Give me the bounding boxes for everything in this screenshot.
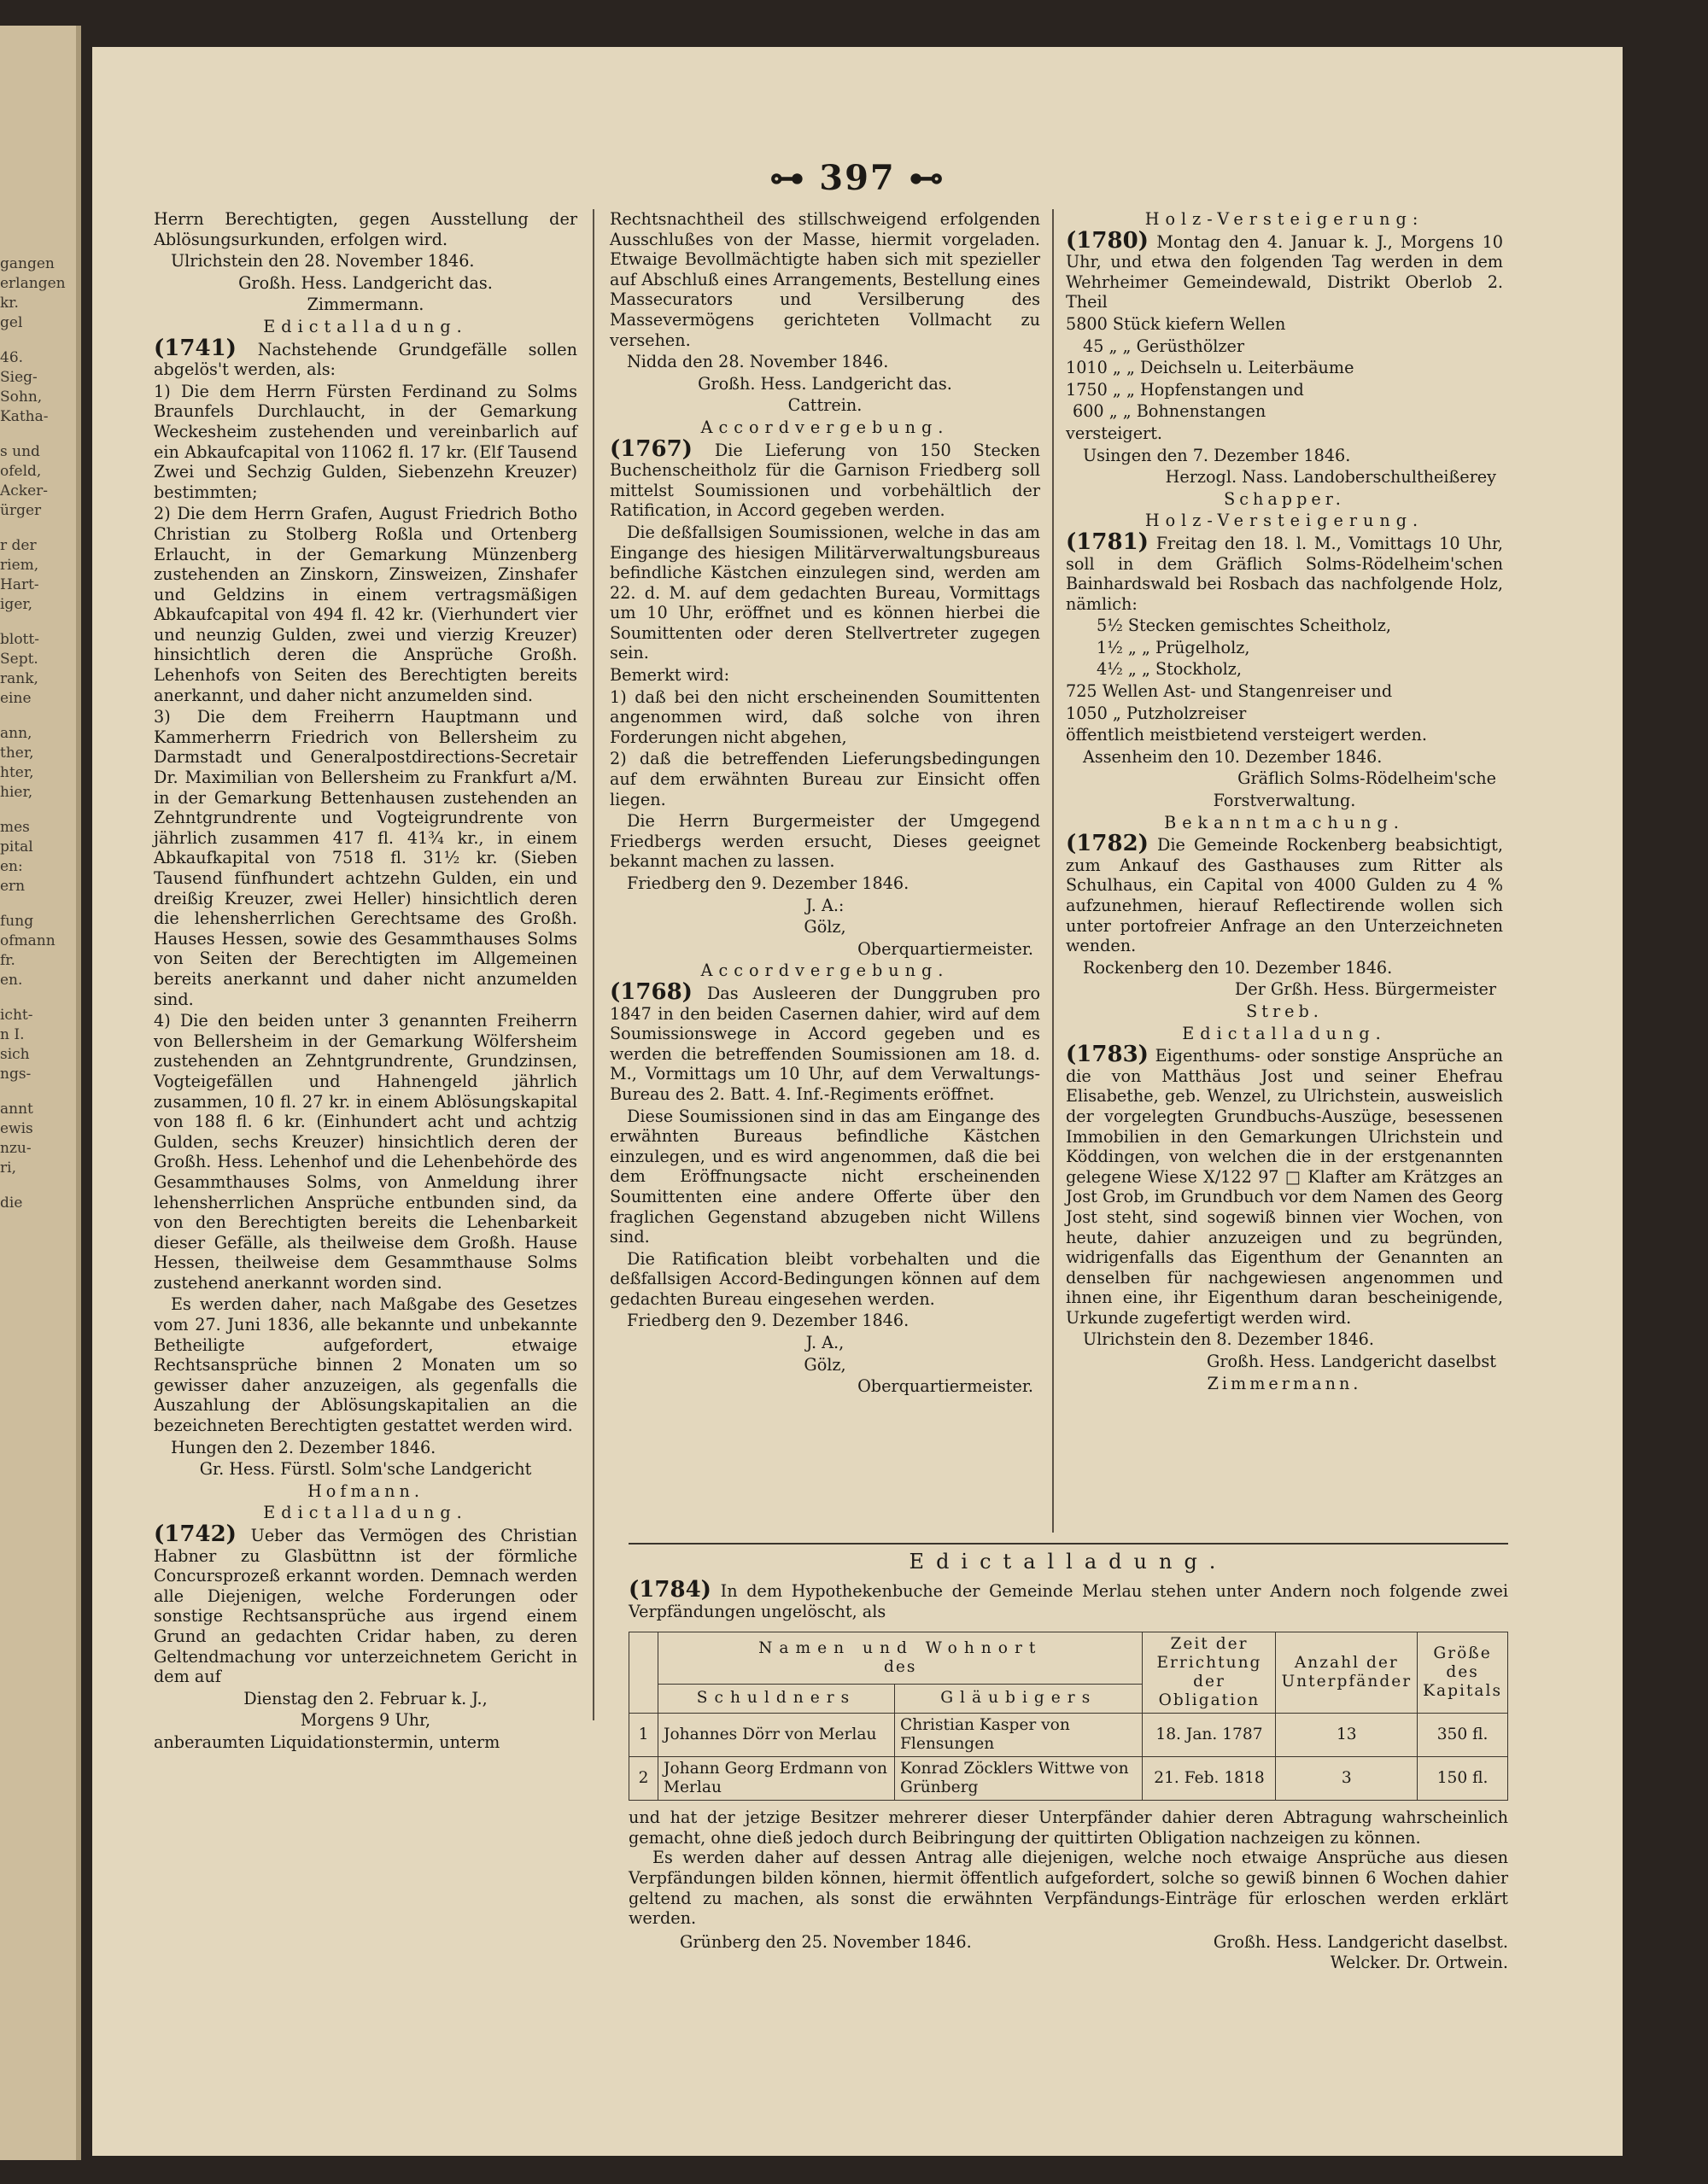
notice-text: Die Herrn Burgermeister der Umgegend Friedbergs werden ersucht, Dieses geeignet bekannt machen zu lassen. [610, 811, 1040, 872]
notice-signature: Großh. Hess. Landgericht das. [238, 272, 493, 293]
notice-date: Rockenberg den 10. Dezember 1846. [1083, 957, 1393, 978]
row-number: 1 [629, 1714, 658, 1757]
header-label: Namen und Wohnort [758, 1638, 1043, 1657]
section-heading: Edictalladung. [263, 1503, 468, 1523]
signature-names: Welcker. Dr. Ortwein. [1330, 1952, 1508, 1972]
column-rule-1 [593, 209, 594, 1720]
list-item: 600 „ „ Bohnenstangen [1073, 401, 1266, 422]
bottom-section-rule [629, 1543, 1508, 1545]
notice-signature-name: Oberquartiermeister. [857, 938, 1033, 959]
notice-text: versteigert. [1066, 423, 1163, 443]
notice-text: anberaumten Liquidationstermin, unterm [154, 1731, 500, 1752]
notice-signature: Gr. Hess. Fürstl. Solm'sche Landgericht [199, 1459, 532, 1480]
section-heading: Edictalladung. [1182, 1023, 1387, 1043]
prev-page-fragment: pital [0, 838, 33, 855]
notice-text: Es werden daher auf dessen Antrag alle diejenigen, welche noch etwaige Ansprüche aus diesen Verpfändungen bilden können, hiermit öffentlich aufgefordert, solche so gewiß binnen 6 Wochen dahier geltend zu machen, als sonst die erwähnten Verpfändungs-Einträge für erloschen werden erklärt werden. [629, 1848, 1508, 1929]
previous-page-edge [0, 26, 81, 2160]
notice-signature: J. A., [805, 1333, 845, 1353]
column-1 [154, 209, 577, 1752]
notice-signature-name: Cattrein. [787, 395, 863, 416]
prev-page-fragment: Sohn, [0, 388, 43, 406]
prev-page-fragment: ern [0, 878, 26, 895]
table-header-row [629, 1632, 1508, 1685]
prev-page-fragment: n I. [0, 1026, 25, 1043]
section-heading: Holz-Versteigerung: [1144, 209, 1424, 229]
row-zeit: 21. Feb. 1818 [1143, 1757, 1276, 1801]
table-header-zeit: Zeit der Errichtung der Obligation [1143, 1632, 1276, 1714]
table-header-schuldner: Schuldners [658, 1684, 895, 1713]
notice-text: Die Gemeinde Rockenberg beabsichtigt, zum Ankauf des Gasthauses zum Ritter als Schulhaus, ein Capital von 4000 Gulden zu 4 % aufzunehmen, hierauf Reflectirende wollen sich unter portofreier Anfrage an den Unterzeichneten wenden. [1066, 835, 1503, 956]
notice-intro [629, 1577, 1508, 1621]
notice-text: Die Ratification bleibt vorbehalten und die deßfallsigen Accord-Bedingungen können auf dem gedachten Bureau eingesehen werden. [610, 1248, 1040, 1309]
notice-1768 [610, 978, 1040, 1105]
notice-number: (1768) [610, 978, 693, 1005]
prev-page-fragment: erlangen [0, 275, 66, 292]
prev-page-fragment: ri, [0, 1159, 16, 1177]
notice-number: (1784) [629, 1577, 711, 1603]
section-heading: Holz-Versteigerung. [1144, 511, 1424, 531]
notice-text: Die deßfallsigen Soumissionen, welche in das am Eingange des hiesigen Militärverwaltungsbureaus befindliche Kästchen einzulegen sind, werden am 22. d. M. auf dem gedachten Bureau, Vormittags um 10 Uhr, eröffnet und es können hierbei die Soumittenten oder deren Stellvertreter zugegen sein. [610, 522, 1040, 663]
row-schuldner: Johannes Dörr von Merlau [658, 1714, 895, 1757]
prev-page-fragment: ther, [0, 745, 34, 762]
row-anzahl: 3 [1276, 1757, 1418, 1801]
prev-page-fragment: gel [0, 314, 23, 331]
notice-signature: Gölz, [804, 917, 846, 937]
list-item: 1750 „ „ Hopfenstangen und [1066, 379, 1304, 400]
row-glaeubiger: Christian Kasper von Flensungen [894, 1714, 1143, 1757]
prev-page-fragment: ürger [0, 502, 42, 519]
notice-text: Ueber das Vermögen des Christian Habner zu Glasbüttnn ist der förmliche Concursprozeß erkannt worden. Demnach werden alle Diejenigen, welche Forderungen oder sonstige Rechtsansprüche aus irgend einem Grund an gedachten Cridar haben, zu deren Geltendmachung vor unterzeichnetem Gericht in dem auf [154, 1526, 577, 1687]
prev-page-fragment: rank, [0, 670, 38, 687]
notice-number: (1781) [1066, 528, 1149, 555]
prev-page-fragment: hter, [0, 764, 34, 781]
table-header-groesse: Größe des Kapitals [1418, 1632, 1508, 1714]
notice-1742 [154, 1521, 577, 1687]
notice-date: Usingen den 7. Dezember 1846. [1083, 445, 1351, 465]
prev-page-fragment: annt [0, 1101, 33, 1118]
prev-page-fragment: ofmann [0, 932, 56, 949]
column-rule-2 [1052, 209, 1054, 1533]
notice-signature-name: Zimmermann. [307, 295, 424, 315]
list-item: 4½ „ „ Stockholz, [1097, 659, 1243, 680]
list-item: 5½ Stecken gemischtes Scheitholz, [1097, 616, 1391, 636]
prev-page-fragment: kr. [0, 295, 19, 312]
notice-1741 [154, 335, 577, 380]
notice-number: (1783) [1066, 1042, 1149, 1068]
prev-page-fragment: Sieg- [0, 369, 38, 386]
notice-number: (1782) [1066, 831, 1149, 857]
list-item: 2) daß die betreffenden Lieferungsbedingungen auf dem erwähnten Bureau zur Einsicht offen liegen. [610, 749, 1040, 809]
table-header-index [629, 1632, 658, 1714]
notice-signature: Der Grßh. Hess. Bürgermeister [1234, 979, 1496, 1000]
notice-signature [1214, 1932, 1508, 1973]
notice-date: Nidda den 28. November 1846. [627, 352, 889, 372]
notice-date: Friedberg den 9. Dezember 1846. [627, 873, 910, 893]
notice-continuation-text: Herrn Berechtigten, gegen Ausstellung der Ablösungsurkunden, erfolgen wird. [154, 209, 577, 249]
notice-signature-name: Forstverwaltung. [1213, 791, 1356, 811]
list-item: 1050 „ Putzholzreiser [1066, 703, 1247, 723]
prev-page-fragment: ofeld, [0, 463, 42, 480]
notice-text: Bemerkt wird: [610, 665, 730, 686]
notice-1782 [1066, 831, 1503, 956]
list-item: 4) Die den beiden unter 3 genannten Freiherrn von Bellersheim in der Gemarkung Wölfersheim zustehenden an Zehntgrundrente, Grundzinsen, Vogteigefällen und Hahnengeld jährlich zusammen, 10 fl. 27 kr. in einem Ablösungskapital von 188 fl. 6 kr. (Einhundert acht und achtzig Gulden, sechs Kreuzer) hinsichtlich deren der Großh. Hess. Lehenhof und die Lehenbehörde des Gesammthauses Solms, von Anmeldung ihrer lehensherrlichen Ansprüche entbunden sind, da von den Berechtigten bereits die Lehenbarkeit dieser Gefälle, als theilweise dem Großh. Hause Hessen, theilweise dem Gesammthause Solms zustehend anerkannt worden sind. [154, 1011, 577, 1293]
notice-text: In dem Hypothekenbuche der Gemeinde Merlau stehen unter Andern noch folgende zwei Verpfändungen ungelöscht, als [629, 1581, 1508, 1621]
prev-page-fragment: ann, [0, 725, 32, 742]
signature-line: Großh. Hess. Landgericht daselbst. [1213, 1931, 1508, 1952]
newspaper-page [92, 47, 1623, 2156]
notice-text: Die Lieferung von 150 Stecken Buchenscheitholz für die Garnison Friedberg soll mittelst Soumissionen und vorbehältlich der Ratification, in Accord gegeben werden. [610, 440, 1040, 521]
notice-signature: Gräflich Solms-Rödelheim'sche [1237, 768, 1496, 789]
row-number: 2 [629, 1757, 658, 1801]
notice-1780 [1066, 227, 1503, 312]
prev-page-fragment: ewis [0, 1120, 33, 1137]
notice-1767 [610, 435, 1040, 521]
prev-page-fragment: Katha- [0, 408, 49, 425]
notice-1781 [1066, 528, 1503, 614]
prev-page-fragment: die [0, 1194, 23, 1212]
notice-text: Montag den 4. Januar k. J., Morgens 10 Uhr, und etwa den folgenden Tag werden in dem Wehrheimer Gemeindewald, Distrikt Oberlob 2. Theil [1066, 231, 1503, 312]
notice-signature: Herzogl. Nass. Landoberschultheißerey [1165, 467, 1496, 488]
column-2 [610, 209, 1040, 1397]
page-number: ⊶ 397 ⊷ [769, 158, 945, 198]
prev-page-fragment: icht- [0, 1007, 33, 1024]
notice-signature-name: Streb. [1246, 1001, 1323, 1021]
section-heading: Edictalladung. [263, 316, 468, 336]
list-item: 45 „ „ Gerüsthölzer [1083, 336, 1245, 356]
prev-page-fragment: fr. [0, 952, 15, 969]
notice-text: Freitag den 18. l. M., Vomittags 10 Uhr, soll in dem Gräflich Solms-Rödelheim'schen Bainhardswald bei Rosbach das nachfolgende Holz, nämlich: [1066, 533, 1503, 614]
prev-page-fragment: r der [0, 537, 37, 554]
notice-signature: Großh. Hess. Landgericht das. [698, 373, 952, 394]
notice-text: und hat der jetzige Besitzer mehrerer dieser Unterpfänder dahier deren Abtragung wahrscheinlich gemacht, ohne dieß jedoch durch Beibringung der quittirten Obligation nachzeigen zu können. [629, 1807, 1508, 1848]
prev-page-fragment: Acker- [0, 482, 49, 499]
notice-text: Morgens 9 Uhr, [300, 1710, 431, 1731]
notice-date: Assenheim den 10. Dezember 1846. [1083, 746, 1383, 767]
notice-signature: Großh. Hess. Landgericht daselbst [1207, 1352, 1496, 1372]
prev-page-fragment: iger, [0, 596, 33, 613]
notice-footer [629, 1932, 1508, 1973]
notice-signature: Gölz, [804, 1354, 846, 1375]
list-item: 2) Die dem Herrn Grafen, August Friedrich Botho Christian zu Stolberg Roßla und Ortenberg Erlaucht, in der Gemarkung Münzenberg zustehenden an Zinskorn, Zinsweizen, Zinshafer und Geldzins in einem vertragsmäßigen Abkaufcapital von 494 fl. 42 kr. (Vierhundert vier und neunzig Gulden, zwei und vierzig Kreuzer) hinsichtlich deren die Ansprüche Großh. Lehenhofs von Seiten des Berechtigten bereits anerkannt, und daher nicht anzumelden sind. [154, 504, 577, 705]
prev-page-fragment: Hart- [0, 576, 39, 593]
prev-page-fragment: fung [0, 913, 34, 930]
prev-page-fragment: nzu- [0, 1140, 32, 1157]
notice-number: (1767) [610, 435, 693, 462]
list-item: 1) daß bei den nicht erscheinenden Soumittenten angenommen wird, daß solche von ihren Forderungen nicht abgehen, [610, 686, 1040, 747]
list-item: 3) Die dem Freiherrn Hauptmann und Kammerherrn Friedrich von Bellersheim zu Darmstadt und Generalpostdirections-Secretair Dr. Maximilian von Bellersheim zu Frankfurt a/M. in der Gemarkung Bettenhausen zustehenden an Zehntgrundrente und Vogteigrundrente von jährlich zusammen 417 fl. 41¾ kr., in einem Abkaufkapital von 7518 fl. 31½ kr. (Sieben Tausend fünfhundert achtzehn Gulden, ein und dreißig Kreuzer, zwei Heller) hinsichtlich deren die lehensherrlichen Gerechtsame des Großh. Hauses Hessen, sowie des Gesammthauses Solms von Seiten der Berechtigten im Allgemeinen bereits anerkannt und daher nicht anzumelden sind. [154, 707, 577, 1009]
notice-signature-name: Oberquartiermeister. [857, 1376, 1033, 1397]
section-heading: Edictalladung. [909, 1550, 1228, 1574]
notice-text: öffentlich meistbietend versteigert werden. [1066, 725, 1427, 745]
section-heading: Accordvergebung. [700, 961, 950, 981]
notice-number: (1741) [154, 335, 237, 361]
notice-text: Das Ausleeren der Dunggruben pro 1847 in den beiden Casernen dahier, wird auf dem Soumissionswege in Accord gegeben und es werden die betreffenden Soumissionen am 18. d. M., Vormittags um 10 Uhr, auf dem Verwaltungs-Bureau des 2. Batt. 4. Inf.-Regiments eröffnet. [610, 983, 1040, 1104]
prev-page-fragment: blott- [0, 631, 39, 648]
prev-page-fragment: 46. [0, 349, 24, 366]
list-item: 5800 Stück kiefern Wellen [1066, 313, 1286, 334]
row-kapital: 350 fl. [1418, 1714, 1508, 1757]
notice-date: Hungen den 2. Dezember 1846. [171, 1437, 436, 1457]
notice-text: Diese Soumissionen sind in das am Eingange des erwähnten Bureaus befindliche Kästchen einzulegen, und es wird angenommen, daß die bei dem Eröffnungsacte nicht erscheinenden Soumittenten eine andere Offerte über den fraglichen Gegenstand abzugeben nicht Willens sind. [610, 1106, 1040, 1247]
prev-page-fragment: s und [0, 443, 40, 460]
notice-number: (1742) [154, 1521, 237, 1547]
section-heading: Bekanntmachung. [1164, 812, 1405, 832]
notice-text: Dienstag den 2. Februar k. J., [243, 1688, 488, 1708]
notice-signature-name: Schapper. [1224, 488, 1345, 509]
notice-1783 [1066, 1042, 1503, 1328]
prev-page-fragment: riem, [0, 557, 39, 574]
table-row [629, 1714, 1508, 1757]
header-label: des [884, 1657, 917, 1676]
list-item: 725 Wellen Ast- und Stangenreiser und [1066, 681, 1393, 702]
column-3 [1066, 209, 1503, 1393]
mortgage-table [629, 1632, 1508, 1801]
notice-date: Ulrichstein den 8. Dezember 1846. [1083, 1329, 1374, 1350]
prev-page-fragment: eine [0, 690, 32, 707]
notice-text: Es werden daher, nach Maßgabe des Gesetzes vom 27. Juni 1836, alle bekannte und unbekannte Betheiligte aufgefordert, etwaige Rechtsansprüche binnen 2 Monaten um so gewisser daher anzuzeigen, als gegenfalls die Auszahlung der Ablösungskapitalien an die bezeichneten Berechtigten gestattet werden wird. [154, 1294, 577, 1436]
table-header-names [658, 1632, 1143, 1685]
notice-number: (1780) [1066, 227, 1149, 254]
notice-signature-name: Hofmann. [307, 1480, 424, 1501]
prev-page-fragment: en: [0, 858, 23, 875]
table-header-glaeubiger: Gläubigers [894, 1684, 1143, 1713]
list-item: 1010 „ „ Deichseln u. Leiterbäume [1066, 358, 1354, 378]
notice-signature-name: Zimmermann. [1207, 1373, 1362, 1393]
table-header-anzahl: Anzahl der Unterpfänder [1276, 1632, 1418, 1714]
notice-date: Grünberg den 25. November 1846. [680, 1931, 972, 1952]
list-item: 1) Die dem Herrn Fürsten Ferdinand zu Solms Braunfels Durchlaucht, in der Gemarkung Weckesheim zustehenden und vereinbarlich auf ein Abkaufcapital von 11062 fl. 17 kr. (Elf Tausend Zwei und Sechzig Gulden, Siebenzehn Kreuzer) bestimmten; [154, 381, 577, 502]
notice-signature: J. A.: [805, 895, 845, 915]
notice-text: Eigenthums- oder sonstige Ansprüche an die von Matthäus Jost und seiner Ehefrau Elisabethe, geb. Wenzel, zu Ulrichstein, ausweislich der vorgelegten Grundbuchs-Auszüge, besessenen Immobilien in den Gemarkungen Ulrichstein und Köddingen, von welchen die in der erstgenannten gelegene Wiese X/122 97 □ Klafter am Krätzges an Jost Grob, im Grundbuch vor dem Namen des Georg Jost steht, sind sogewiß binnen vier Wochen, von heute, dahier anzuzeigen und zu begründen, widrigenfalls das Eigenthum der Genannten an denselben für nachgewiesen angenommen und ihnen eine, ihr Eigenthum daran bescheinigende, Urkunde zugefertigt werden wird. [1066, 1046, 1503, 1328]
notice-date: Friedberg den 9. Dezember 1846. [627, 1311, 910, 1331]
prev-page-fragment: Sept. [0, 651, 38, 668]
prev-page-fragment: mes [0, 819, 30, 836]
bottom-notice-1784 [629, 1550, 1508, 1973]
row-zeit: 18. Jan. 1787 [1143, 1714, 1276, 1757]
notice-date: Ulrichstein den 28. November 1846. [171, 251, 475, 272]
section-heading: Accordvergebung. [700, 417, 950, 437]
prev-page-fragment: gangen [0, 255, 55, 272]
notice-continuation-text: Rechtsnachtheil des stillschweigend erfolgenden Ausschlußes von der Masse, hiermit vorgeladen. Etwaige Bevollmächtigte haben sich mit spezieller auf Abschluß eines Arrangements, Bestellung eines Massecurators und Versilberung des Massevermögens gerichteten Vollmacht zu versehen. [610, 209, 1040, 350]
row-kapital: 150 fl. [1418, 1757, 1508, 1801]
prev-page-fragment: ngs- [0, 1066, 32, 1083]
table-row [629, 1757, 1508, 1801]
row-schuldner: Johann Georg Erdmann von Merlau [658, 1757, 895, 1801]
prev-page-fragment: en. [0, 972, 23, 989]
row-anzahl: 13 [1276, 1714, 1418, 1757]
list-item: 1½ „ „ Prügelholz, [1097, 637, 1250, 657]
notice-text: Nachstehende Grundgefälle sollen abgelös't werden, als: [154, 339, 577, 380]
prev-page-fragment: sich [0, 1046, 30, 1063]
row-glaeubiger: Konrad Zöcklers Wittwe von Grünberg [894, 1757, 1143, 1801]
prev-page-fragment: hier, [0, 784, 33, 801]
